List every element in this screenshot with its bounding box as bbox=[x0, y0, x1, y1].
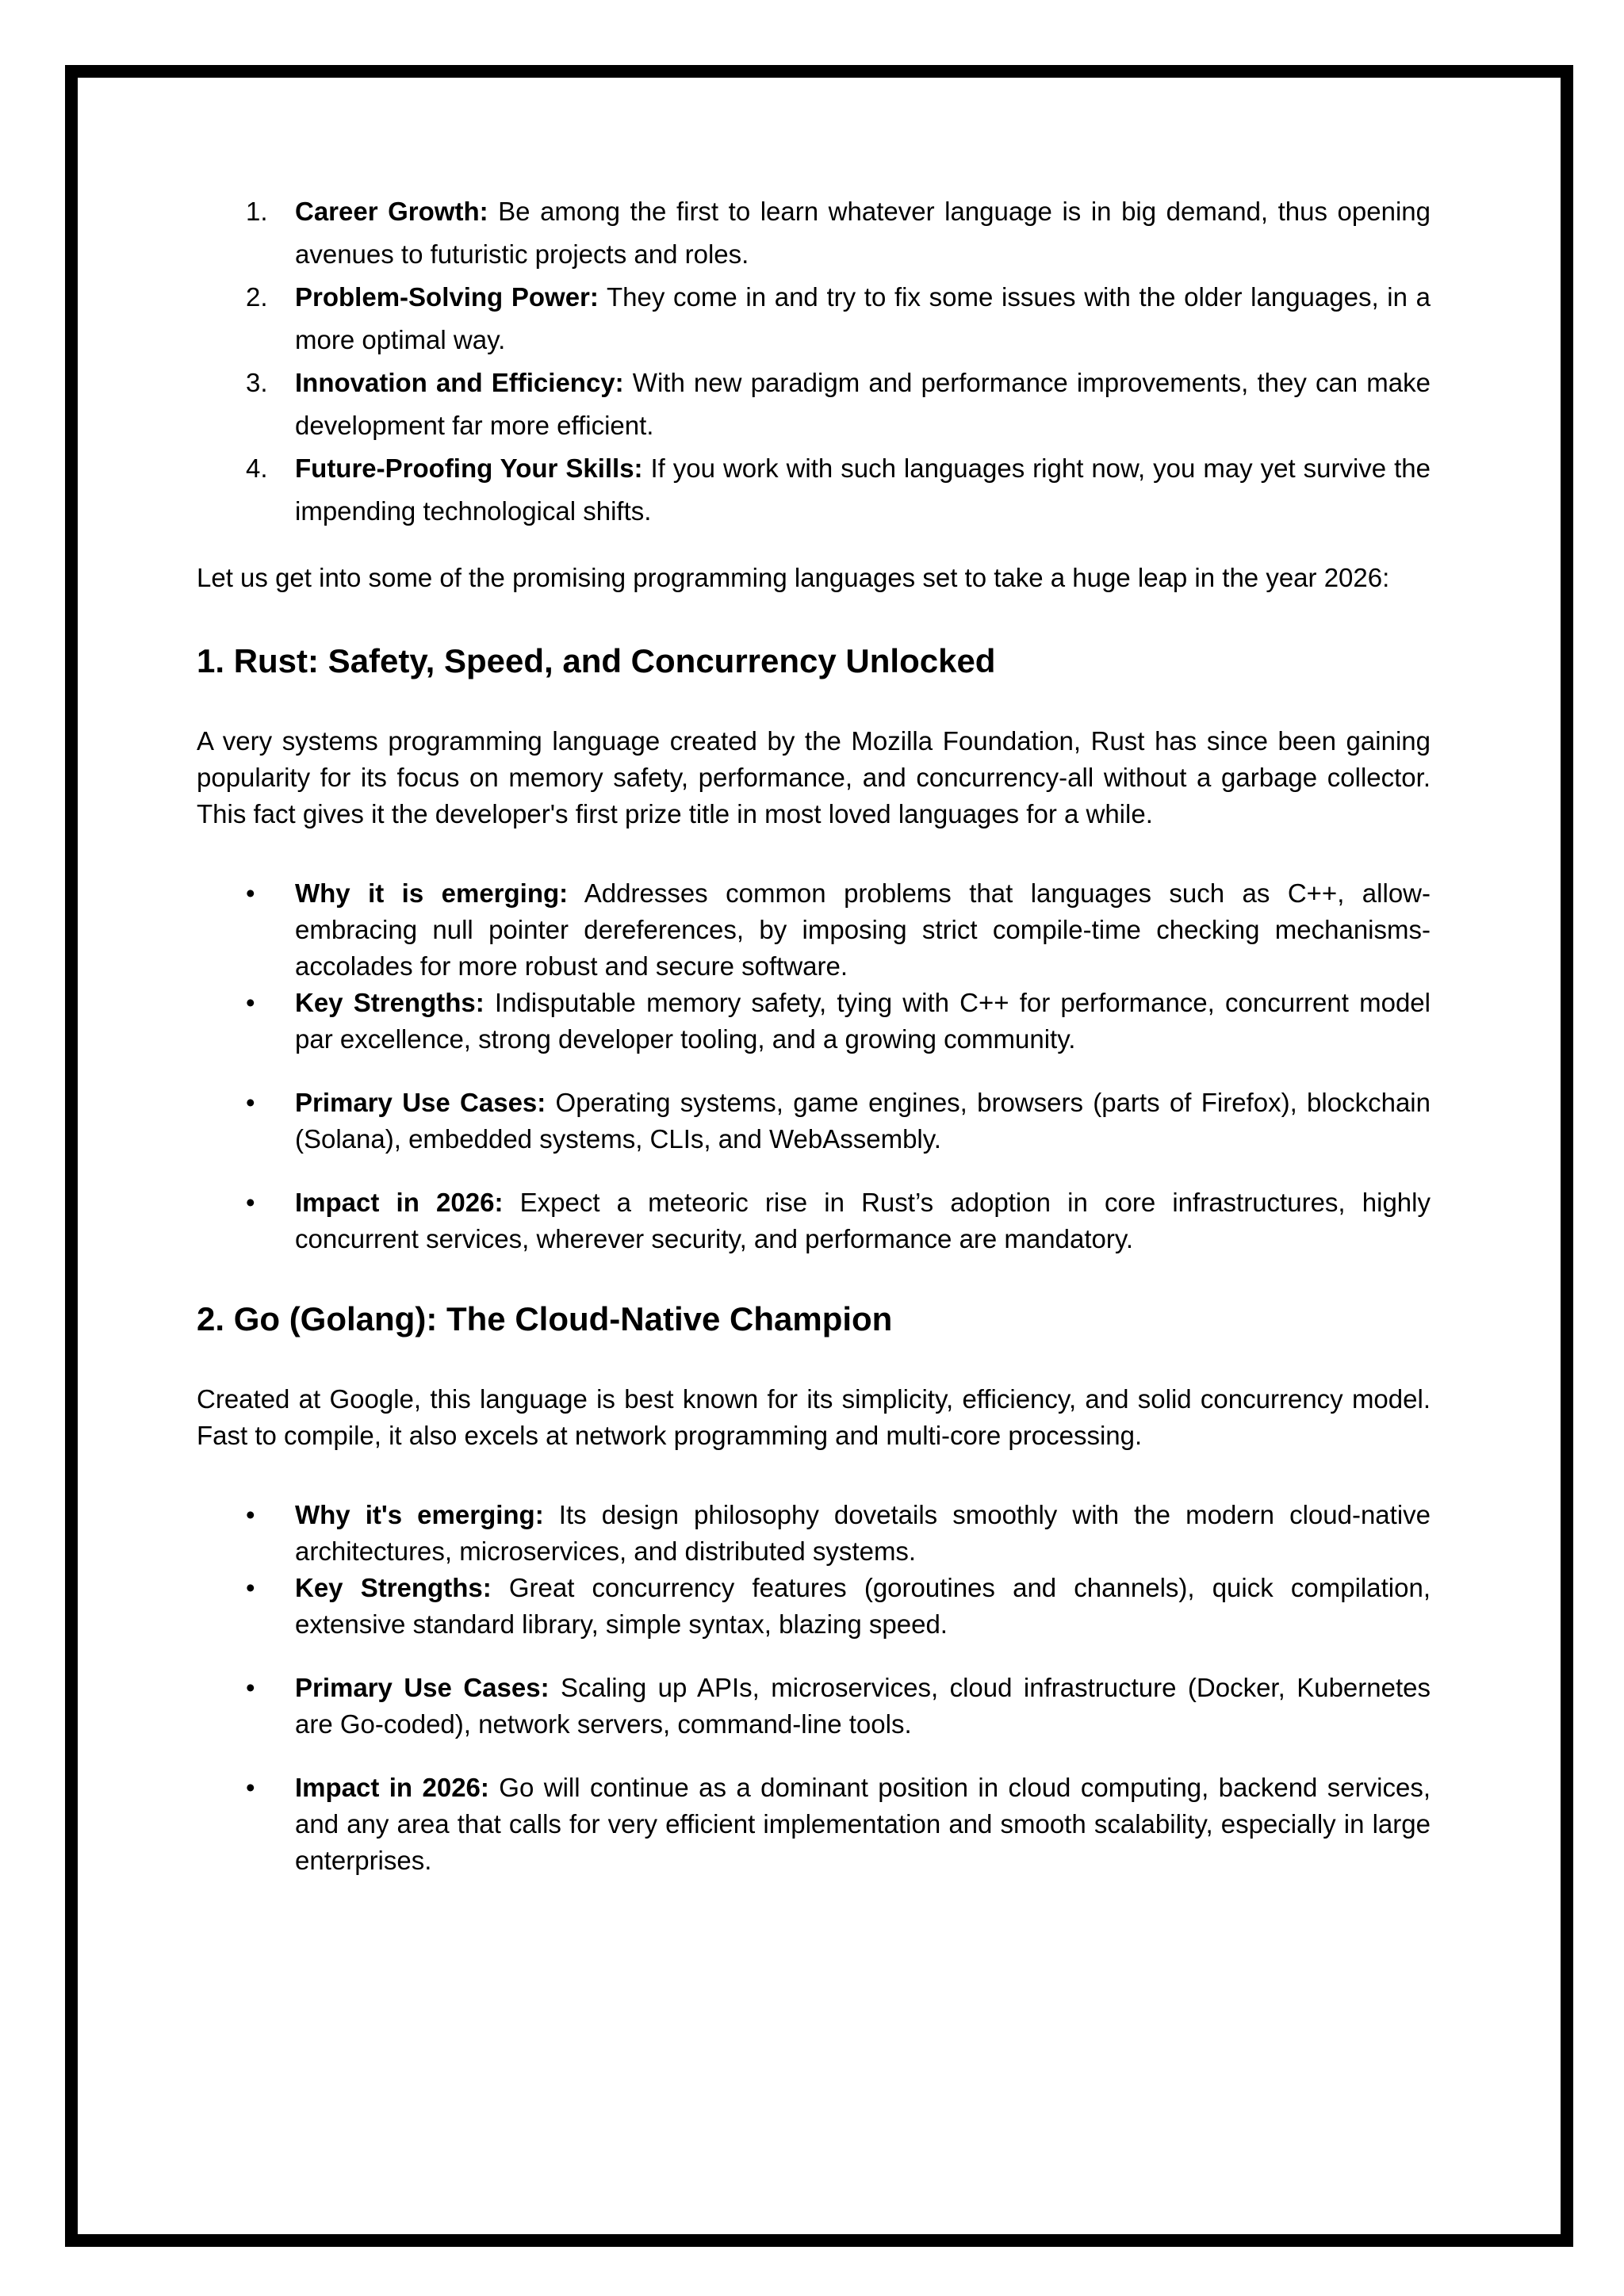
item-text: If you work with such languages right now, you may yet survive the impending technological shifts. bbox=[295, 453, 1431, 526]
bullet-icon: • bbox=[246, 1500, 255, 1529]
bullet-icon: • bbox=[246, 878, 255, 908]
bullet-text: Indisputable memory safety, tying with C++ for performance, concurrent model par excellence, strong developer tooling, and a growing community. bbox=[295, 988, 1431, 1054]
bullet-icon: • bbox=[246, 1773, 255, 1802]
section-paragraph-go: Created at Google, this language is best known for its simplicity, efficiency, and solid concurrency model. Fast to compile, it also excels at network programming and multi-core processing. bbox=[197, 1384, 1431, 1450]
item-text: They come in and try to fix some issues with the older languages, in a more optimal way. bbox=[295, 282, 1431, 354]
bullet-text: Expect a meteoric rise in Rust’s adoption in core infrastructures, highly concurrent services, wherever security, and performance are mandatory. bbox=[295, 1188, 1431, 1253]
bullet-icon: • bbox=[246, 1573, 255, 1602]
item-text: Be among the first to learn whatever language is in big demand, thus opening avenues to futuristic projects and roles. bbox=[295, 197, 1431, 269]
reasons-list bbox=[197, 190, 1431, 533]
section-heading-go: 2. Go (Golang): The Cloud-Native Champion bbox=[197, 1300, 893, 1337]
bullet-text: Great concurrency features (goroutines and channels), quick compilation, extensive standard library, simple syntax, blazing speed. bbox=[295, 1573, 1431, 1639]
bullet-icon: • bbox=[246, 1673, 255, 1702]
bullet-label: Impact in 2026: bbox=[295, 1188, 504, 1217]
item-text: With new paradigm and performance improvements, they can make development far more efficient. bbox=[295, 368, 1431, 440]
bullet-label: Why it is emerging: bbox=[295, 878, 569, 908]
bullet-label: Key Strengths: bbox=[295, 988, 485, 1017]
bullet-text: Operating systems, game engines, browsers (parts of Firefox), blockchain (Solana), embedded systems, CLIs, and WebAssembly. bbox=[295, 1088, 1431, 1154]
bullet-icon: • bbox=[246, 1188, 255, 1217]
section-paragraph-rust: A very systems programming language created by the Mozilla Foundation, Rust has since been gaining popularity for its focus on memory safety, performance, and concurrency-all without a garbage collector. This fact gives it the developer's first prize title in most loved languages for a while. bbox=[197, 726, 1431, 828]
item-title: Problem-Solving Power: bbox=[295, 282, 599, 312]
bullet-item bbox=[197, 1570, 1431, 1643]
rust-points-list bbox=[197, 875, 1431, 1257]
bullet-item bbox=[197, 985, 1431, 1058]
bullet-text: Its design philosophy dovetails smoothly with the modern cloud-native architectures, microservices, and distributed systems. bbox=[295, 1500, 1431, 1566]
bullet-text: Addresses common problems that languages such as C++, allow- embracing null pointer dereferences, by imposing strict compile-time checking mechanisms- accolades for more robust and secure software. bbox=[295, 878, 1431, 981]
bullet-item bbox=[197, 1770, 1431, 1879]
bullet-item bbox=[197, 1184, 1431, 1257]
bullet-item bbox=[197, 1085, 1431, 1158]
bullet-label: Impact in 2026: bbox=[295, 1773, 489, 1802]
bullet-item bbox=[197, 1670, 1431, 1743]
document-body bbox=[197, 190, 1431, 1879]
bullet-icon: • bbox=[246, 1088, 255, 1117]
bullet-item bbox=[197, 1497, 1431, 1570]
bullet-item bbox=[197, 875, 1431, 985]
bullet-text: Go will continue as a dominant position in cloud computing, backend services, and any area that calls for very efficient implementation and smooth scalability, especially in large enterprises. bbox=[295, 1773, 1431, 1875]
list-item bbox=[197, 447, 1431, 533]
list-number: 3. bbox=[246, 368, 268, 397]
list-item bbox=[197, 190, 1431, 276]
intro-paragraph: Let us get into some of the promising programming languages set to take a huge leap in the year 2026: bbox=[197, 563, 1390, 592]
item-title: Future-Proofing Your Skills: bbox=[295, 453, 643, 483]
list-number: 2. bbox=[246, 282, 268, 312]
bullet-label: Key Strengths: bbox=[295, 1573, 492, 1602]
list-item bbox=[197, 362, 1431, 447]
bullet-label: Primary Use Cases: bbox=[295, 1673, 550, 1702]
bullet-icon: • bbox=[246, 988, 255, 1017]
list-item bbox=[197, 276, 1431, 362]
list-number: 1. bbox=[246, 197, 268, 226]
go-points-list bbox=[197, 1497, 1431, 1879]
item-title: Career Growth: bbox=[295, 197, 488, 226]
bullet-label: Why it's emerging: bbox=[295, 1500, 544, 1529]
section-heading-rust: 1. Rust: Safety, Speed, and Concurrency Unlocked bbox=[197, 642, 996, 679]
list-number: 4. bbox=[246, 453, 268, 483]
item-title: Innovation and Efficiency: bbox=[295, 368, 624, 397]
bullet-text: Scaling up APIs, microservices, cloud infrastructure (Docker, Kubernetes are Go-coded), network servers, command-line tools. bbox=[295, 1673, 1431, 1739]
bullet-label: Primary Use Cases: bbox=[295, 1088, 546, 1117]
